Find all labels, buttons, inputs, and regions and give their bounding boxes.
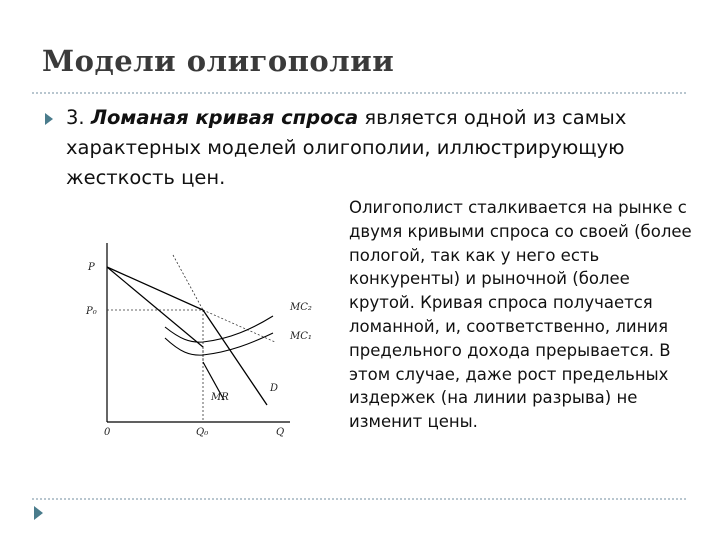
bullet-rest: является одной из самых характерных моделей олигополии, иллюстрирующую жесткость цен.	[66, 106, 627, 189]
origin-label: 0	[104, 427, 111, 438]
mc1-curve	[165, 333, 273, 355]
p0-label: P₀	[86, 306, 97, 317]
q0-label: Q₀	[196, 427, 209, 438]
next-arrow-icon[interactable]	[34, 506, 43, 520]
mc1-label: MC₁	[290, 331, 312, 342]
kinked-demand-diagram	[70, 235, 325, 450]
mr-upper-segment	[107, 267, 203, 347]
demand-label: D	[270, 383, 279, 394]
slide-title: Модели олигополии	[42, 44, 395, 78]
mc2-label: MC₂	[290, 302, 312, 313]
market-demand-extension	[173, 255, 203, 310]
bullet-emphasis: Ломаная кривая спроса	[90, 106, 359, 129]
mr-label: MR	[211, 392, 229, 403]
side-paragraph: Олигополист сталкивается на рынке с двумя кривыми спроса со своей (более пологой, так как у него есть конкуренты) и рыночной (более крутой. Кривая спроса получается ломанной, и, соответственно, линия предельного дохода прерывается. В этом случае, даже рост предельных издержек (на линии разрыва) не изменит цены.	[349, 198, 692, 432]
triangle-bullet-icon	[45, 113, 53, 125]
bullet-paragraph	[66, 103, 676, 193]
price-axis-label: P	[88, 262, 95, 273]
quantity-axis-label: Q	[276, 427, 285, 438]
title-divider	[32, 92, 686, 94]
bullet-number: 3.	[66, 106, 91, 129]
footer-divider	[32, 498, 686, 500]
